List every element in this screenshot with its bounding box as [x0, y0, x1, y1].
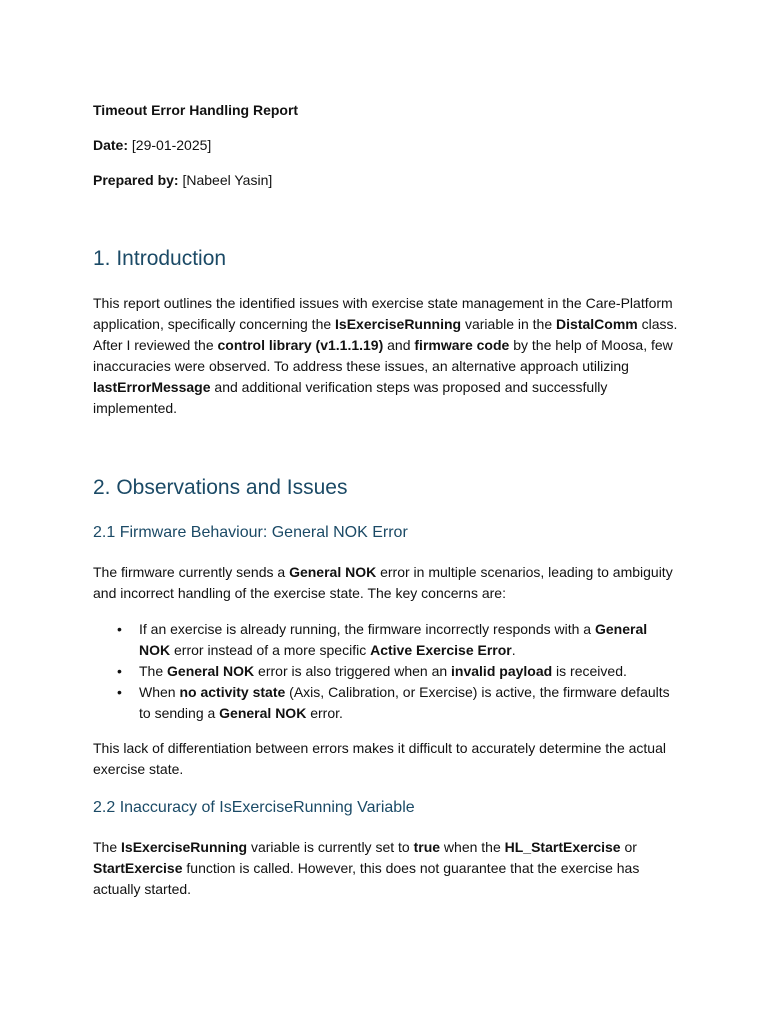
- date-line: [93, 135, 678, 156]
- emphasis-text: General NOK: [139, 621, 648, 658]
- firmware-behaviour-heading: 2.1 Firmware Behaviour: General NOK Error: [93, 524, 408, 541]
- emphasis-text: General NOK: [289, 564, 377, 580]
- emphasis-text: lastErrorMessage: [93, 379, 211, 395]
- emphasis-text: General NOK: [219, 705, 307, 721]
- prepared-by-label: Prepared by:: [93, 172, 179, 188]
- introduction-paragraph: This report outlines the identified issues with exercise state management in the Care-Platform application, specifically concerning the IsExerciseRunning variable in the DistalComm class. After I reviewed the control library (v1.1.1.19) and firmware code by the help of Moosa, few inaccuracies were observed. To address these issues, an alternative approach utilizing lastErrorMessage and additional verification steps was proposed and successfully implemented.: [93, 295, 678, 416]
- bullet-icon: •: [117, 621, 122, 637]
- emphasis-text: DistalComm: [556, 316, 638, 332]
- emphasis-text: firmware code: [414, 337, 510, 353]
- emphasis-text: invalid payload: [451, 663, 553, 679]
- emphasis-text: no activity state: [179, 684, 286, 700]
- emphasis-text: General NOK: [167, 663, 255, 679]
- introduction-heading: 1. Introduction: [93, 247, 227, 270]
- is-exercise-running-paragraph: The IsExerciseRunning variable is currently set to true when the HL_StartExercise or StartExercise function is called. However, this does not guarantee that the exercise has actually started.: [93, 839, 640, 897]
- firmware-behaviour-closing: This lack of differentiation between errors makes it difficult to accurately determine the actual exercise state.: [93, 740, 666, 777]
- document-page: [93, 100, 678, 900]
- list-item: [93, 661, 678, 682]
- list-item: [93, 619, 678, 661]
- emphasis-text: StartExercise: [93, 860, 183, 876]
- date-value: [29-01-2025]: [131, 137, 212, 153]
- list-item: [93, 682, 678, 724]
- report-title: Timeout Error Handling Report: [93, 102, 299, 118]
- bullet-icon: •: [117, 684, 122, 700]
- list-item-text: The General NOK error is also triggered when an invalid payload is received.: [139, 663, 627, 679]
- list-item-text: When no activity state (Axis, Calibration, or Exercise) is active, the firmware defaults to sending a General NOK error.: [139, 684, 670, 721]
- bullet-icon: •: [117, 663, 122, 679]
- emphasis-text: Active Exercise Error: [370, 642, 512, 658]
- prepared-by-line: [93, 170, 678, 191]
- date-label: Date:: [93, 137, 129, 153]
- emphasis-text: HL_StartExercise: [504, 839, 621, 855]
- observations-heading: 2. Observations and Issues: [93, 476, 348, 499]
- is-exercise-running-heading: 2.2 Inaccuracy of IsExerciseRunning Variable: [93, 799, 415, 816]
- firmware-behaviour-paragraph: The firmware currently sends a General NOK error in multiple scenarios, leading to ambiguity and incorrect handling of the exercise state. The key concerns are:: [93, 564, 673, 601]
- prepared-by-value: [Nabeel Yasin]: [182, 172, 273, 188]
- emphasis-text: IsExerciseRunning: [121, 839, 248, 855]
- emphasis-text: IsExerciseRunning: [335, 316, 462, 332]
- key-concerns-list: [93, 619, 678, 724]
- emphasis-text: true: [413, 839, 441, 855]
- emphasis-text: control library (v1.1.1.19): [217, 337, 384, 353]
- list-item-text: If an exercise is already running, the firmware incorrectly responds with a General NOK error instead of a more specific Active Exercise Error.: [139, 621, 648, 658]
